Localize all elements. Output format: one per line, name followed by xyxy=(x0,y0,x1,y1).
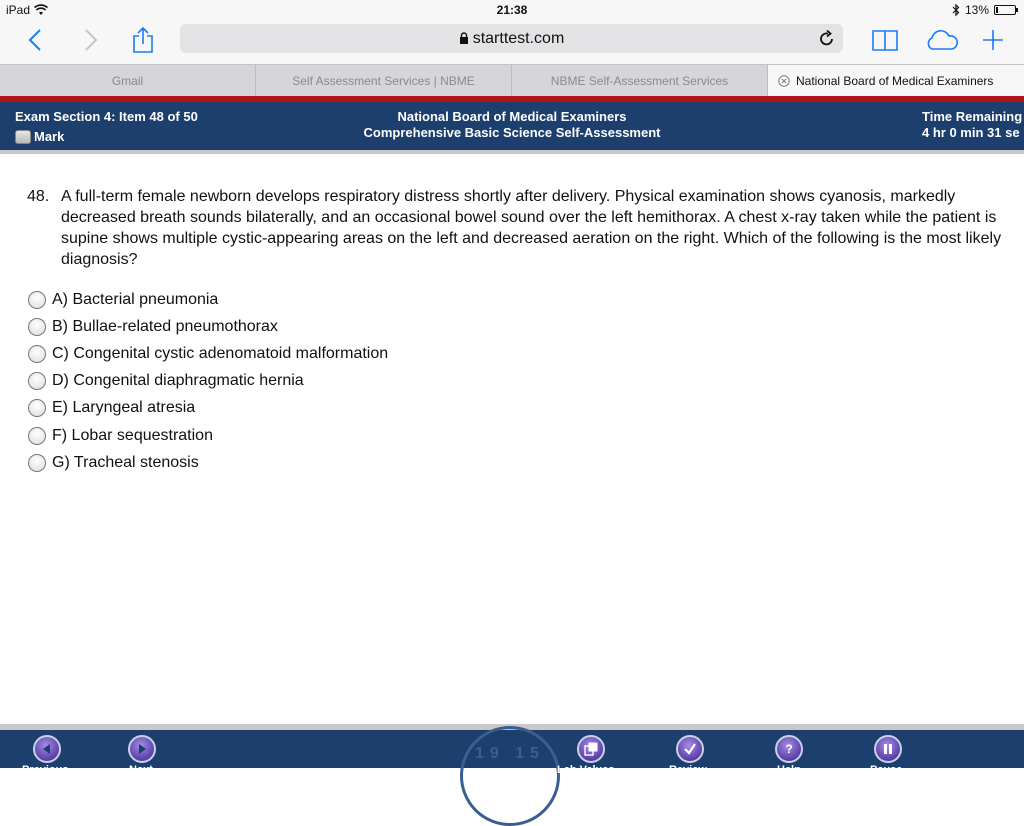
new-tab-button[interactable] xyxy=(980,24,1006,56)
question-stem xyxy=(27,186,1017,270)
previous-button[interactable] xyxy=(33,735,61,763)
header-divider xyxy=(0,150,1024,154)
answer-option-d[interactable] xyxy=(28,368,388,395)
radio-button[interactable] xyxy=(28,427,46,445)
arrow-left-icon xyxy=(41,743,53,755)
lab-values-icon xyxy=(584,742,598,756)
answer-label: A) Bacterial pneumonia xyxy=(52,290,219,308)
answer-option-c[interactable] xyxy=(28,340,388,367)
exam-nav-bar xyxy=(0,730,1024,776)
lab-values-button[interactable] xyxy=(577,735,605,763)
review-label: Review xyxy=(669,764,707,776)
section-item-indicator: Exam Section 4: Item 48 of 50 xyxy=(15,109,198,124)
battery-percent: 13% xyxy=(964,3,989,17)
answer-option-f[interactable] xyxy=(28,422,388,449)
tab-bar xyxy=(0,64,1024,96)
browser-toolbar xyxy=(0,20,1024,64)
url-text: starttest.com xyxy=(472,30,565,47)
pause-icon xyxy=(883,743,893,755)
tab-label: NBME Self-Assessment Services xyxy=(550,73,729,88)
bluetooth-icon xyxy=(952,4,960,16)
tab-national-board-of-medical-examiners[interactable] xyxy=(768,65,1024,96)
radio-button[interactable] xyxy=(28,318,46,336)
answer-label: D) Congenital diaphragmatic hernia xyxy=(52,372,304,390)
answer-label: E) Laryngeal atresia xyxy=(52,399,196,417)
checkmark-icon xyxy=(683,742,697,756)
answer-label: G) Tracheal stenosis xyxy=(52,453,199,471)
book-icon xyxy=(871,28,899,52)
next-label: Next xyxy=(129,764,153,776)
reload-button[interactable] xyxy=(819,29,835,52)
answer-option-a[interactable] xyxy=(28,286,388,313)
tab-self-assessment-services-nbme[interactable] xyxy=(256,65,512,96)
question-number: 48. xyxy=(27,188,50,205)
help-label: Help xyxy=(777,764,801,776)
reload-icon xyxy=(819,29,835,47)
tab-label: Gmail xyxy=(111,73,144,88)
plus-icon xyxy=(981,28,1005,52)
radio-button[interactable] xyxy=(28,291,46,309)
clock: 21:38 xyxy=(496,3,528,17)
forward-button[interactable] xyxy=(78,24,104,56)
cloud-icon xyxy=(924,28,960,52)
tab-label: National Board of Medical Examiners xyxy=(796,73,994,88)
question-text: A full-term female newborn develops respiratory distress shortly after delivery. Physical examination shows cyanosis, markedly decreased breath sounds bilaterally, and an occasional bowel sound over the left hemithorax. A chest x-ray taken while the patient is supine shows multiple cystic-appearing areas on the left and decreased aeration on the right. Which of the following is the most likely diagnosis? xyxy=(61,188,1002,268)
chevron-left-icon xyxy=(28,28,42,52)
tab-label: Self Assessment Services | NBME xyxy=(292,73,475,88)
device-name: iPad xyxy=(6,3,31,17)
previous-label: Previous xyxy=(22,764,69,776)
time-remaining-label: Time Remaining xyxy=(922,109,1023,124)
chevron-right-icon xyxy=(84,28,98,52)
pause-button[interactable] xyxy=(874,735,902,763)
review-button[interactable] xyxy=(676,735,704,763)
time-remaining-value: 4 hr 0 min 31 se xyxy=(922,125,1020,140)
back-button[interactable] xyxy=(22,24,48,56)
next-button[interactable] xyxy=(128,735,156,763)
answer-option-e[interactable] xyxy=(28,395,388,422)
exam-header xyxy=(0,102,1024,150)
status-bar xyxy=(0,0,1024,20)
nbme-seal-watermark: 19 15 xyxy=(460,726,560,826)
answer-label: C) Congenital cystic adenomatoid malformation xyxy=(52,344,389,362)
bookmarks-button[interactable] xyxy=(870,24,900,56)
pause-label: Pause xyxy=(870,764,903,776)
lock-icon xyxy=(459,32,469,44)
help-button[interactable] xyxy=(775,735,803,763)
address-bar[interactable] xyxy=(180,24,843,53)
icloud-tabs-button[interactable] xyxy=(924,24,960,56)
radio-button[interactable] xyxy=(28,345,46,363)
close-tab-icon[interactable] xyxy=(778,75,790,87)
radio-button[interactable] xyxy=(28,454,46,472)
answer-option-g[interactable] xyxy=(28,449,388,476)
tab-nbme-self-assessment-services[interactable] xyxy=(512,65,768,96)
answer-label: F) Lobar sequestration xyxy=(52,426,213,444)
share-button[interactable] xyxy=(130,24,156,56)
share-icon xyxy=(132,26,154,54)
answer-option-b[interactable] xyxy=(28,313,388,340)
tab-gmail[interactable] xyxy=(0,65,256,96)
question-mark-icon: ? xyxy=(785,742,793,756)
answer-label: B) Bullae-related pneumothorax xyxy=(52,317,278,335)
org-name: National Board of Medical Examiners xyxy=(397,109,627,124)
radio-button[interactable] xyxy=(28,372,46,390)
arrow-right-icon xyxy=(136,743,148,755)
battery-icon xyxy=(994,5,1016,15)
mark-label: Mark xyxy=(34,129,65,144)
lab-values-label: Lab Values xyxy=(557,764,615,776)
test-name: Comprehensive Basic Science Self-Assessment xyxy=(363,125,661,140)
answer-options xyxy=(28,286,388,476)
radio-button[interactable] xyxy=(28,399,46,417)
